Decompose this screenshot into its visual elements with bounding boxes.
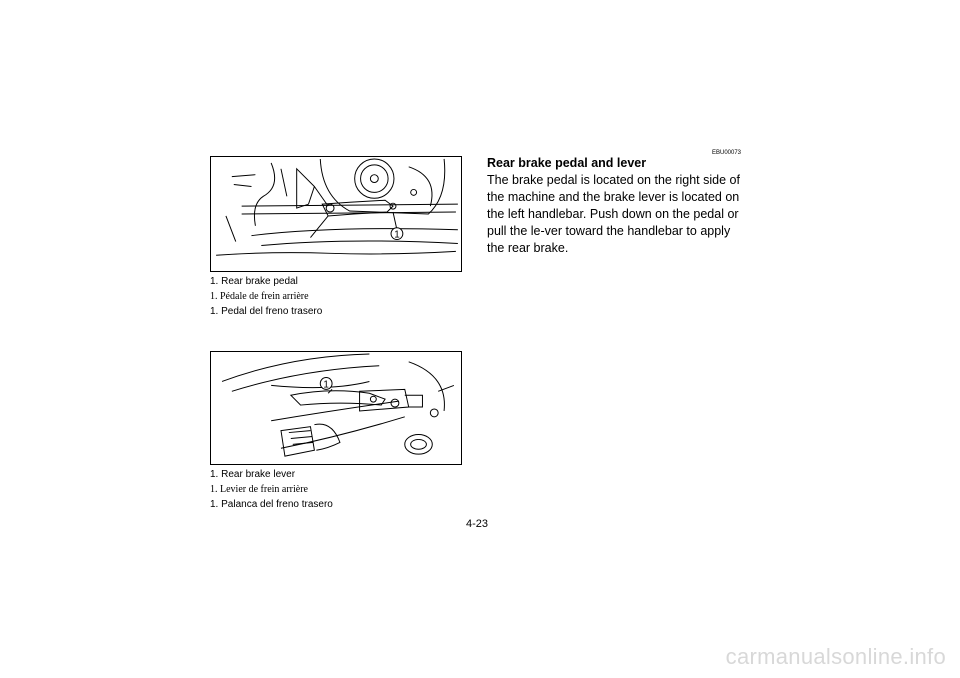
rear-brake-lever-illustration [211, 352, 461, 464]
watermark: carmanualsonline.info [725, 644, 946, 669]
rear-brake-pedal-figure [210, 156, 462, 272]
figure2-caption-english: 1. Rear brake lever [210, 469, 296, 480]
figure1-caption-spanish: 1. Pedal del freno trasero [210, 306, 323, 317]
section-code: EBU00073 [712, 150, 742, 156]
section-heading: Rear brake pedal and lever [487, 156, 647, 170]
rear-brake-pedal-illustration [211, 157, 461, 271]
figure1-callout: 1 [394, 229, 400, 241]
figure2-caption-spanish: 1. Palanca del freno trasero [210, 499, 333, 510]
section-body: The brake pedal is located on the right side of the machine and the brake lever is located on the left handlebar. Push down on the pedal or pull the le-ver toward the handlebar to apply the rear brake. [487, 173, 740, 255]
figure2-caption-french: 1. Levier de frein arrière [210, 484, 308, 495]
page-number: 4-23 [466, 518, 489, 530]
figure2-callout: 1 [323, 379, 329, 391]
rear-brake-lever-figure [210, 351, 462, 465]
figure1-caption-english: 1. Rear brake pedal [210, 276, 298, 287]
figure1-caption-french: 1. Pédale de frein arrière [210, 291, 309, 302]
